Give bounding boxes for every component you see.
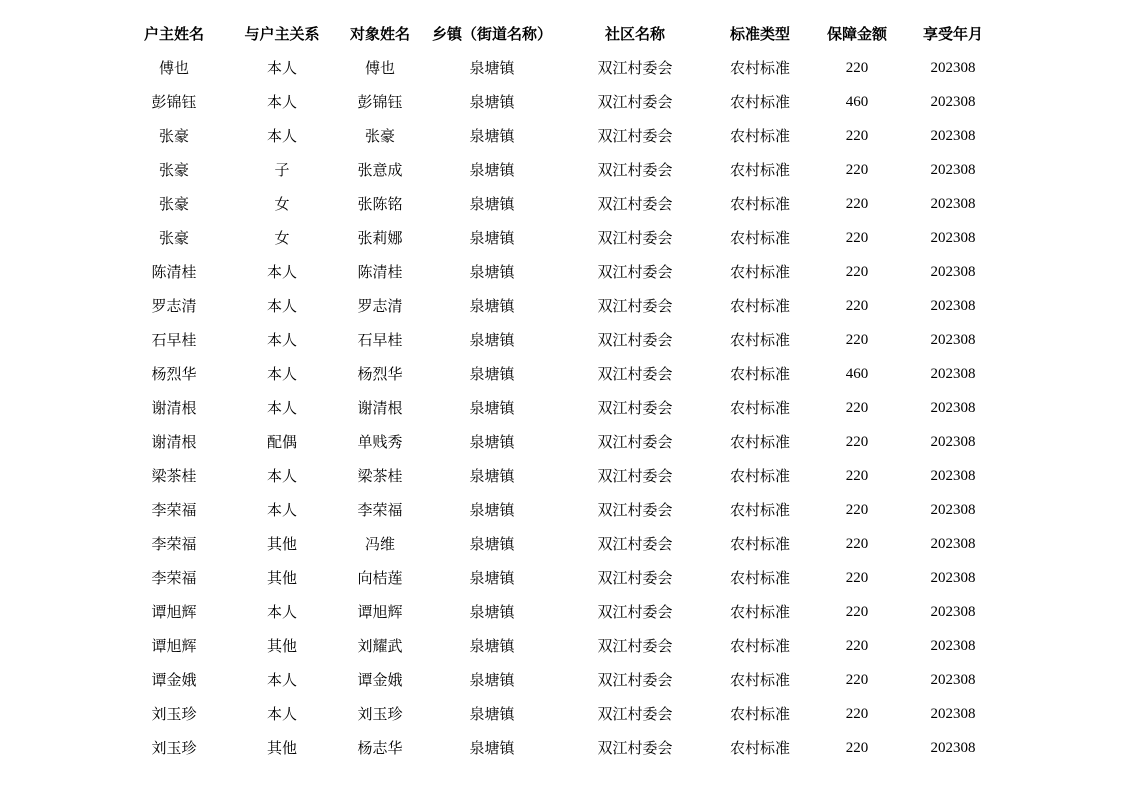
relationship-cell: 本人 — [266, 467, 297, 485]
table-row — [120, 119, 1002, 153]
householder-name-cell: 刘玉珍 — [151, 739, 197, 757]
householder-name-cell: 罗志清 — [151, 297, 197, 315]
amount-cell: 220 — [845, 536, 869, 552]
table-row — [120, 187, 1002, 221]
amount-cell: 220 — [845, 298, 869, 314]
recipient-name-cell: 杨志华 — [357, 739, 403, 757]
amount-cell: 220 — [845, 264, 869, 280]
town-cell: 泉塘镇 — [469, 535, 515, 553]
recipient-name-cell: 张豪 — [364, 127, 395, 145]
period-cell: 202308 — [930, 740, 976, 756]
community-cell: 双江村委会 — [597, 535, 673, 553]
standard-type-cell: 农村标准 — [729, 569, 790, 587]
householder-name-cell: 杨烈华 — [151, 365, 197, 383]
householder-name-cell: 李荣福 — [151, 569, 197, 587]
relationship-cell: 其他 — [266, 535, 297, 553]
period-cell: 202308 — [930, 604, 976, 620]
period-cell: 202308 — [930, 94, 976, 110]
recipient-name-cell: 谭旭辉 — [357, 603, 403, 621]
header-community: 社区名称 — [604, 25, 665, 43]
recipient-name-cell: 冯维 — [364, 535, 395, 553]
table-header — [120, 17, 1002, 51]
householder-name-cell: 陈清桂 — [151, 263, 197, 281]
amount-cell: 460 — [845, 94, 869, 110]
householder-name-cell: 谢清根 — [151, 399, 197, 417]
community-cell: 双江村委会 — [597, 161, 673, 179]
table-row — [120, 731, 1002, 765]
town-cell: 泉塘镇 — [469, 229, 515, 247]
relationship-cell: 本人 — [266, 331, 297, 349]
header-row — [120, 17, 1002, 51]
recipient-name-cell: 刘玉珍 — [357, 705, 403, 723]
community-cell: 双江村委会 — [597, 569, 673, 587]
standard-type-cell: 农村标准 — [729, 467, 790, 485]
header-recipient-name: 对象姓名 — [349, 25, 410, 43]
town-cell: 泉塘镇 — [469, 501, 515, 519]
recipient-name-cell: 梁茶桂 — [357, 467, 403, 485]
relationship-cell: 本人 — [266, 705, 297, 723]
recipient-name-cell: 罗志清 — [357, 297, 403, 315]
recipient-name-cell: 张陈铭 — [357, 195, 403, 213]
amount-cell: 220 — [845, 468, 869, 484]
table-row — [120, 595, 1002, 629]
table-row — [120, 629, 1002, 663]
town-cell: 泉塘镇 — [469, 127, 515, 145]
relationship-cell: 本人 — [266, 501, 297, 519]
amount-cell: 220 — [845, 400, 869, 416]
recipient-name-cell: 陈清桂 — [357, 263, 403, 281]
recipient-name-cell: 谭金娥 — [357, 671, 403, 689]
standard-type-cell: 农村标准 — [729, 501, 790, 519]
amount-cell: 220 — [845, 604, 869, 620]
community-cell: 双江村委会 — [597, 637, 673, 655]
relationship-cell: 其他 — [266, 637, 297, 655]
householder-name-cell: 谭金娥 — [151, 671, 197, 689]
community-cell: 双江村委会 — [597, 93, 673, 111]
header-relationship: 与户主关系 — [244, 25, 320, 43]
period-cell: 202308 — [930, 570, 976, 586]
town-cell: 泉塘镇 — [469, 331, 515, 349]
householder-name-cell: 谢清根 — [151, 433, 197, 451]
recipient-name-cell: 张意成 — [357, 161, 403, 179]
relationship-cell: 本人 — [266, 127, 297, 145]
standard-type-cell: 农村标准 — [729, 127, 790, 145]
community-cell: 双江村委会 — [597, 365, 673, 383]
relationship-cell: 本人 — [266, 93, 297, 111]
town-cell: 泉塘镇 — [469, 603, 515, 621]
amount-cell: 460 — [845, 366, 869, 382]
table-row — [120, 663, 1002, 697]
standard-type-cell: 农村标准 — [729, 331, 790, 349]
standard-type-cell: 农村标准 — [729, 603, 790, 621]
standard-type-cell: 农村标准 — [729, 739, 790, 757]
table-row — [120, 357, 1002, 391]
community-cell: 双江村委会 — [597, 739, 673, 757]
town-cell: 泉塘镇 — [469, 195, 515, 213]
standard-type-cell: 农村标准 — [729, 399, 790, 417]
table-row — [120, 221, 1002, 255]
town-cell: 泉塘镇 — [469, 739, 515, 757]
community-cell: 双江村委会 — [597, 399, 673, 417]
amount-cell: 220 — [845, 740, 869, 756]
community-cell: 双江村委会 — [597, 331, 673, 349]
relationship-cell: 其他 — [266, 739, 297, 757]
householder-name-cell: 傅也 — [158, 59, 189, 77]
period-cell: 202308 — [930, 400, 976, 416]
relationship-cell: 配偶 — [266, 433, 297, 451]
standard-type-cell: 农村标准 — [729, 59, 790, 77]
header-standard-type: 标准类型 — [729, 25, 790, 43]
community-cell: 双江村委会 — [597, 263, 673, 281]
town-cell: 泉塘镇 — [469, 263, 515, 281]
community-cell: 双江村委会 — [597, 433, 673, 451]
table-row — [120, 255, 1002, 289]
header-householder-name: 户主姓名 — [143, 25, 204, 43]
relationship-cell: 女 — [274, 195, 290, 213]
town-cell: 泉塘镇 — [469, 467, 515, 485]
period-cell: 202308 — [930, 162, 976, 178]
householder-name-cell: 李荣福 — [151, 501, 197, 519]
relationship-cell: 女 — [274, 229, 290, 247]
recipient-name-cell: 向桔莲 — [357, 569, 403, 587]
community-cell: 双江村委会 — [597, 705, 673, 723]
amount-cell: 220 — [845, 128, 869, 144]
period-cell: 202308 — [930, 468, 976, 484]
table-row — [120, 425, 1002, 459]
table-row — [120, 323, 1002, 357]
standard-type-cell: 农村标准 — [729, 433, 790, 451]
table-row — [120, 391, 1002, 425]
header-town: 乡镇（街道名称） — [431, 25, 552, 43]
relationship-cell: 本人 — [266, 671, 297, 689]
householder-name-cell: 刘玉珍 — [151, 705, 197, 723]
period-cell: 202308 — [930, 536, 976, 552]
table-row — [120, 561, 1002, 595]
town-cell: 泉塘镇 — [469, 59, 515, 77]
town-cell: 泉塘镇 — [469, 297, 515, 315]
amount-cell: 220 — [845, 672, 869, 688]
period-cell: 202308 — [930, 366, 976, 382]
period-cell: 202308 — [930, 230, 976, 246]
recipient-name-cell: 杨烈华 — [357, 365, 403, 383]
standard-type-cell: 农村标准 — [729, 705, 790, 723]
table-row — [120, 289, 1002, 323]
recipient-name-cell: 李荣福 — [357, 501, 403, 519]
period-cell: 202308 — [930, 196, 976, 212]
period-cell: 202308 — [930, 434, 976, 450]
community-cell: 双江村委会 — [597, 229, 673, 247]
relationship-cell: 本人 — [266, 297, 297, 315]
householder-name-cell: 彭锦钰 — [151, 93, 197, 111]
standard-type-cell: 农村标准 — [729, 535, 790, 553]
table-row — [120, 51, 1002, 85]
standard-type-cell: 农村标准 — [729, 637, 790, 655]
householder-name-cell: 张豪 — [158, 127, 189, 145]
period-cell: 202308 — [930, 672, 976, 688]
town-cell: 泉塘镇 — [469, 399, 515, 417]
period-cell: 202308 — [930, 264, 976, 280]
householder-name-cell: 张豪 — [158, 161, 189, 179]
period-cell: 202308 — [930, 502, 976, 518]
table-row — [120, 697, 1002, 731]
town-cell: 泉塘镇 — [469, 93, 515, 111]
beneficiary-table — [120, 17, 1002, 765]
householder-name-cell: 谭旭辉 — [151, 637, 197, 655]
amount-cell: 220 — [845, 434, 869, 450]
recipient-name-cell: 刘耀武 — [357, 637, 403, 655]
table-row — [120, 85, 1002, 119]
householder-name-cell: 李荣福 — [151, 535, 197, 553]
community-cell: 双江村委会 — [597, 467, 673, 485]
table-row — [120, 153, 1002, 187]
householder-name-cell: 石早桂 — [151, 331, 197, 349]
recipient-name-cell: 石早桂 — [357, 331, 403, 349]
amount-cell: 220 — [845, 332, 869, 348]
town-cell: 泉塘镇 — [469, 161, 515, 179]
town-cell: 泉塘镇 — [469, 365, 515, 383]
recipient-name-cell: 傅也 — [364, 59, 395, 77]
standard-type-cell: 农村标准 — [729, 671, 790, 689]
amount-cell: 220 — [845, 706, 869, 722]
householder-name-cell: 谭旭辉 — [151, 603, 197, 621]
period-cell: 202308 — [930, 706, 976, 722]
table-row — [120, 493, 1002, 527]
amount-cell: 220 — [845, 162, 869, 178]
relationship-cell: 本人 — [266, 59, 297, 77]
standard-type-cell: 农村标准 — [729, 263, 790, 281]
recipient-name-cell: 单贱秀 — [357, 433, 403, 451]
period-cell: 202308 — [930, 128, 976, 144]
community-cell: 双江村委会 — [597, 297, 673, 315]
standard-type-cell: 农村标准 — [729, 161, 790, 179]
relationship-cell: 本人 — [266, 263, 297, 281]
amount-cell: 220 — [845, 570, 869, 586]
standard-type-cell: 农村标准 — [729, 297, 790, 315]
period-cell: 202308 — [930, 60, 976, 76]
amount-cell: 220 — [845, 196, 869, 212]
table-row — [120, 459, 1002, 493]
householder-name-cell: 梁茶桂 — [151, 467, 197, 485]
relationship-cell: 本人 — [266, 365, 297, 383]
community-cell: 双江村委会 — [597, 501, 673, 519]
town-cell: 泉塘镇 — [469, 705, 515, 723]
community-cell: 双江村委会 — [597, 195, 673, 213]
community-cell: 双江村委会 — [597, 59, 673, 77]
relationship-cell: 本人 — [266, 603, 297, 621]
relationship-cell: 其他 — [266, 569, 297, 587]
amount-cell: 220 — [845, 638, 869, 654]
recipient-name-cell: 彭锦钰 — [357, 93, 403, 111]
community-cell: 双江村委会 — [597, 127, 673, 145]
table-body — [120, 51, 1002, 765]
amount-cell: 220 — [845, 502, 869, 518]
standard-type-cell: 农村标准 — [729, 365, 790, 383]
amount-cell: 220 — [845, 230, 869, 246]
header-period: 享受年月 — [922, 25, 983, 43]
standard-type-cell: 农村标准 — [729, 195, 790, 213]
householder-name-cell: 张豪 — [158, 195, 189, 213]
standard-type-cell: 农村标准 — [729, 229, 790, 247]
recipient-name-cell: 张莉娜 — [357, 229, 403, 247]
period-cell: 202308 — [930, 298, 976, 314]
header-amount: 保障金额 — [826, 25, 887, 43]
householder-name-cell: 张豪 — [158, 229, 189, 247]
recipient-name-cell: 谢清根 — [357, 399, 403, 417]
amount-cell: 220 — [845, 60, 869, 76]
relationship-cell: 本人 — [266, 399, 297, 417]
standard-type-cell: 农村标准 — [729, 93, 790, 111]
period-cell: 202308 — [930, 332, 976, 348]
community-cell: 双江村委会 — [597, 671, 673, 689]
town-cell: 泉塘镇 — [469, 637, 515, 655]
table-row — [120, 527, 1002, 561]
period-cell: 202308 — [930, 638, 976, 654]
town-cell: 泉塘镇 — [469, 433, 515, 451]
town-cell: 泉塘镇 — [469, 671, 515, 689]
community-cell: 双江村委会 — [597, 603, 673, 621]
relationship-cell: 子 — [274, 161, 290, 179]
town-cell: 泉塘镇 — [469, 569, 515, 587]
